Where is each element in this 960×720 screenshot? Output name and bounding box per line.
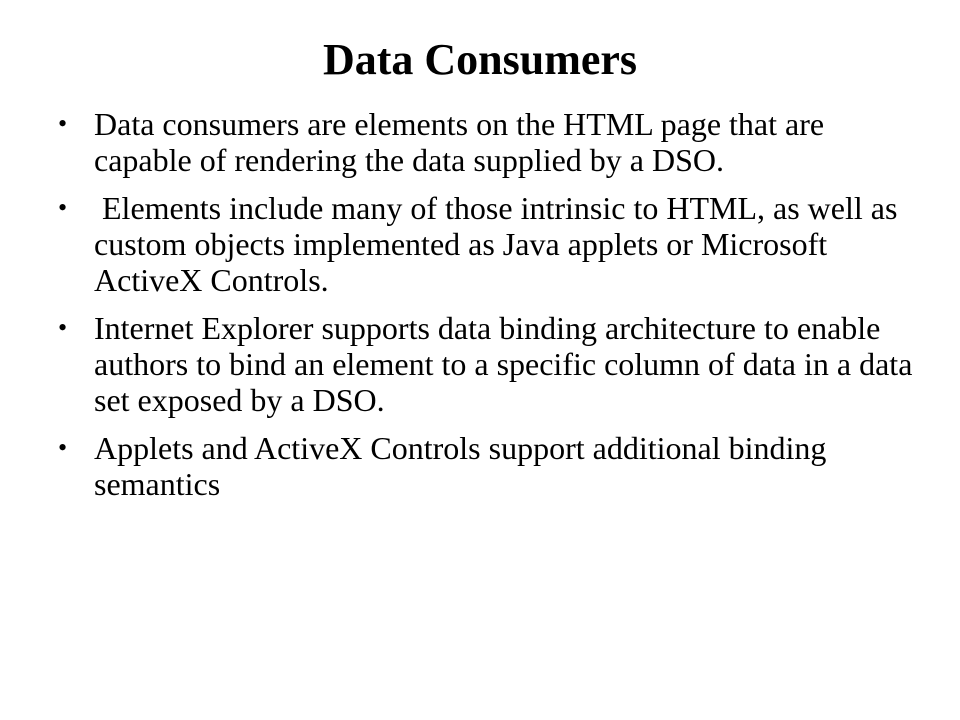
bullet-marker: •	[58, 433, 68, 462]
bullet-item	[58, 106, 918, 178]
bullet-item	[58, 430, 918, 502]
bullet-marker: •	[58, 193, 68, 222]
bullet-text: Elements include many of those intrinsic to HTML, as well as custom objects implemented as Java applets or Microsoft ActiveX Controls.	[94, 190, 906, 298]
bullet-item	[58, 190, 918, 298]
bullet-item	[58, 310, 918, 418]
bullet-text: Applets and ActiveX Controls support additional binding semantics	[94, 430, 827, 502]
bullet-marker: •	[58, 109, 68, 138]
bullet-list	[58, 106, 918, 514]
bullet-text: Data consumers are elements on the HTML page that are capable of rendering the data supplied by a DSO.	[94, 106, 825, 178]
slide-title: Data Consumers	[322, 35, 638, 84]
bullet-marker: •	[58, 313, 68, 342]
bullet-text: Internet Explorer supports data binding architecture to enable authors to bind an element to a specific column of data in a data set exposed by a DSO.	[94, 310, 913, 418]
